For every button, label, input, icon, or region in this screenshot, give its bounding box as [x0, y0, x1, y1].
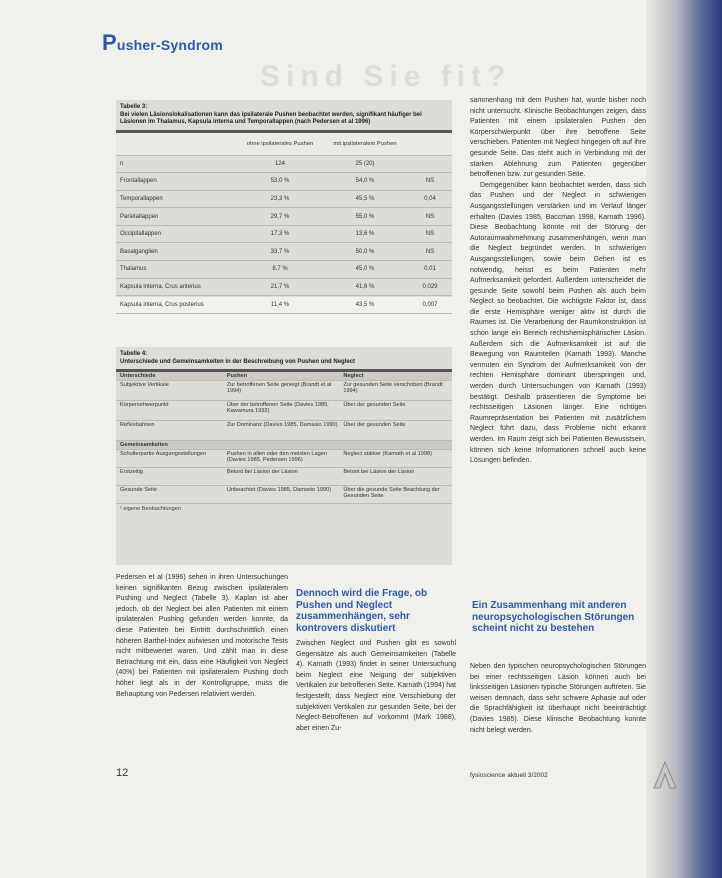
table-cell: Thalamus: [120, 266, 147, 273]
table-cell: Unbeachtet (Davies 1985, Damasio 1990): [226, 487, 332, 493]
table-4-caption: Tabelle 4: Unterschiede und Gemeinsamkeiten in der Beschreibung von Pushen und Neglect: [120, 351, 356, 365]
table-row: [116, 468, 452, 486]
table-cell: Unterschiede: [120, 373, 156, 379]
table-cell: NS: [425, 231, 435, 238]
page-number: 12: [116, 767, 129, 779]
table-cell: 23,3 %: [270, 195, 290, 202]
table-row: [116, 401, 452, 421]
table-cell: NS: [425, 213, 435, 220]
table-row: [116, 296, 452, 314]
table-cell: Occipitallappen: [120, 231, 162, 238]
table-4-body: [116, 372, 452, 514]
table-cell: Temporallappen: [120, 195, 163, 202]
article-title: [102, 30, 223, 56]
table-cell: 29,7 %: [270, 213, 290, 220]
table-cell: Parietallappen: [120, 213, 159, 220]
table-3-header-cell: ohne ipsilaterales Pushen: [246, 140, 314, 147]
table-cell: Körpersehwerpunkt: [120, 402, 169, 408]
table-4: [116, 347, 452, 565]
table-cell: Neglect: [343, 373, 364, 379]
table-cell: 45,0 %: [355, 266, 375, 273]
table-3-header-cell: mit ipsilateralem Pushen: [333, 140, 397, 147]
table-3-header-row: [116, 133, 452, 156]
table-cell: 41,6 %: [355, 283, 375, 290]
table-row: [116, 486, 452, 504]
table-row: [116, 279, 452, 297]
table-cell: 0,029: [422, 283, 438, 290]
table-cell: Pushen in allen oder den meisten Lagen (Davies 1985, Pedersen 1996): [226, 451, 327, 463]
column-3-lower: [470, 662, 646, 736]
table-cell: 45,5 %: [355, 195, 375, 202]
table-cell: 33,7 %: [270, 248, 290, 255]
table-cell: Subjektive Vertikale: [120, 382, 169, 388]
paragraph: Demgegenüber kann beobachtet werden, dass sich das Pushen und der Neglect in schwierigen Ausgangsstellungen verstärken und im Verlauf länger erhalten (Davies 1985, Baccman 1998, Karnath 1996). Diese Beobachtung könnte mit der Störung der Autoraumwahrnehmung zusammenhängen, wenn man die Neglect begründet werden. In schwierigen Ausgangsstellungen, sowie beim Gehen ist es notwendig, heisst es beim Patienten mehr Aufmerksamkeit gefordert. Außerdem unterscheidet die gesunde Seite sowohl beim Pushen als auch beim Neglect so beobachtet. Die wichtigste Faktor ist, dass die erste Hemisphäre weniger aktiv ist durch die Raumes ist. Die Verarbeitung der Raumkonstruktion ist schon lange ein Bereich rechtshemisphärischer Läsion. Außerdem sich die Aufmerksamkeit ist auf die Bewegung von Raumteilen (Karnath 1993). Manche vermuten ein Syndrom der Aufmerksamkeit von der rechten Hemisphäre dominant überspringen und, werden durch Untersuchungen von Karnath (1993) bestätigt. Deshalb präsentieren die Symptome bei rechtsseitigen Läsionen länger. Eine richtigen Raumrepräsentation bei Patienten mit zusätzlichem Neglect führt dazu, dass Probleme nicht erkannt werden. Im Raum zeigt sich bei Patienten Bewusstsein, können sich keine Informationen schnell auch keine Lösungen befinden.: [470, 181, 646, 465]
table-cell: Frontallappen: [120, 178, 157, 185]
table-cell: NS: [425, 178, 435, 185]
table-row: [116, 173, 452, 191]
table-cell: Betont bei Läsion der Läsion: [226, 469, 298, 475]
paragraph: sammenhang mit dem Pushen hat, wurde bisher noch nicht untersucht. Klinische Beobachtungen zeigen, dass Patienten mit einem ipsilateralen Pushen den Körperschwerpunkt über ihre betroffene Seite verschieben. Patienten mit Neglect hingegen oft auf ihre gesunde Seite. Das steht auch in Verbindung mit der starken Ablehnung zum Patienten gegenüber betroffenen bzw. zur gesunden Seite.: [470, 97, 646, 179]
table-3: [116, 100, 452, 308]
table-cell: 13,6 %: [355, 231, 375, 238]
table-cell: Neglect stärker (Karnath et al 1998): [343, 451, 432, 457]
table-cell: Schulterpartie Ausgangsstellungen: [120, 451, 207, 457]
table-4-section-row: [116, 441, 452, 450]
table-4-header-row: [116, 372, 452, 381]
paragraph: Zwischen Neglect und Pushen gibt es sowohl Gegensätze als auch Gemeinsamkeiten (Tabelle 4). Karnath (1993) findet in seiner Untersuchung beim Neglect eine Neigung der subjektiven Vertikalen zur betroffenen Seite. Karnath (1994) hat festgestellt, dass Neglect eine Verschiebung der subjektiven Vertikalen zur gesunden Seite, bei der Neglect-Betroffenen auf vorkommt (Mark 1988), aber einen Zu-: [296, 640, 456, 732]
table-row: [116, 208, 452, 226]
table-row: [116, 156, 452, 174]
table-3-caption: Tabelle 3: Bei vielen Läsionslokalisationen kann das ipsilaterale Pushen beobachtet werden, signifikant häufiger bei Läsionen im Thalamus, Kapsula interna und Temporallappen (nach Pedersen et al 1996): [120, 104, 422, 125]
table-cell: Pushen: [226, 373, 248, 379]
subheading-3: Ein Zusammenhang mit anderen neuropsychologischen Störungen scheint nicht zu bestehen: [472, 600, 635, 634]
table-cell: 54,0 %: [355, 178, 375, 185]
table-cell: 0,007: [422, 301, 438, 308]
table-cell: 0,01: [424, 266, 436, 273]
journal-footer: fysioscience aktuell 3/2002: [470, 772, 548, 779]
table-row: [116, 191, 452, 209]
table-cell: 43,5 %: [355, 301, 375, 308]
title-rest: usher-Syndrom: [116, 37, 223, 53]
table-cell: n: [120, 160, 124, 167]
table-row: [116, 381, 452, 401]
column-3: [470, 96, 646, 467]
table-row: [116, 243, 452, 261]
table-cell: Erstzeitig: [120, 469, 144, 475]
table-cell: Über der gesunden Seite: [343, 402, 406, 408]
table-row: [116, 450, 452, 468]
table-cell: Betont bei Läsion der Läsion: [343, 469, 415, 475]
table-cell: 124: [274, 160, 285, 167]
bleed-through-text: Sind Sie fit?: [260, 60, 512, 93]
table-cell: Über die gesunde Seite Beachtung der Gesunden Seite: [343, 487, 440, 499]
table-cell: Basalganglien: [120, 248, 158, 255]
column-1: [116, 573, 288, 700]
table-cell: Über der betroffenen Seite (Davies 1985, Kawamura 1992): [226, 402, 329, 414]
table-cell: 50,0 %: [355, 248, 375, 255]
paragraph: Pedersen et al (1996) sehen in ihren Untersuchungen keinen signifikanten Bezug zwischen ipsilateralem Pushing und Neglect (Tabelle 3). Kaplan ist aber jedoch, ob der Neglect bei allen Patienten mit einem ipsilateralen Pushing gefunden werden konnte, da diese Patienten bei Eintritt durchschnittlich einen höheren Barthel-Index aufwiesen und motorische Tests nicht mitbewertet waren. Und zählt man in diese Betrachtung mit ein, dass eine Häufigkeit von Neglect (40%) bei Patienten mit ipsilateralem Pushing doch höher liegt als in der Kontrollgruppe, muss die Behauptung von Pedersen relativiert werden.: [116, 574, 288, 698]
table-row: [116, 421, 452, 441]
table-row: [116, 261, 452, 279]
table-cell: Kapsula interna, Crus anterius: [120, 283, 201, 290]
column-2: [296, 639, 456, 734]
table-cell: 25 (20): [355, 160, 375, 167]
table-cell: Zur betroffenen Seite geneigt (Brandt et al 1994): [226, 382, 332, 394]
table-cell: 0,04: [424, 195, 436, 202]
table-cell: 55,0 %: [355, 213, 375, 220]
table-cell: Zur Dominanz (Davies 1985, Damasio 1990): [226, 422, 338, 428]
table-cell: 11,4 %: [270, 301, 290, 308]
table-cell: 53,0 %: [270, 178, 290, 185]
table-row: [116, 226, 452, 244]
page-edge-shadow: [646, 0, 722, 878]
table-cell: 17,3 %: [270, 231, 290, 238]
table-cell: Über der gesunden Seite: [343, 422, 406, 428]
table-4-footnote: ¹ eigene Beobachtungen: [120, 506, 181, 512]
paragraph: Neben den typischen neuropsychologischen Störungen bei einer rechtsseitigen Läsion können auch bei linksseitigen Läsionen typische Störungen auftreten. Sie weisen demnach, dass sehr schwere Aphasie auf oder die Sprachfähigkeit ist überhaupt nicht beeinträchtigt (Davies 1985). Diese klinische Beobachtung konnte nicht belegt werden.: [470, 663, 646, 734]
table-cell: 21,7 %: [270, 283, 290, 290]
table-cell: 8,7 %: [272, 266, 288, 273]
subheading-2: Dennoch wird die Frage, ob Pushen und Neglect zusammenhängen, sehr kontrovers diskutiert: [296, 588, 428, 634]
table-cell: Gesunde Seite: [120, 487, 158, 493]
table-cell: Kapsula interna, Crus posterius: [120, 301, 204, 308]
table-cell: Zur gesunden Seite verschoben (Brandt 1994): [343, 382, 443, 394]
title-initial: P: [102, 30, 117, 55]
table-3-body: [116, 133, 452, 314]
table-4-section-label: Gemeinsamkeiten: [120, 442, 168, 448]
corner-logo-icon: [652, 760, 678, 790]
table-cell: Reflexbahnen: [120, 422, 155, 428]
table-cell: NS: [425, 248, 435, 255]
